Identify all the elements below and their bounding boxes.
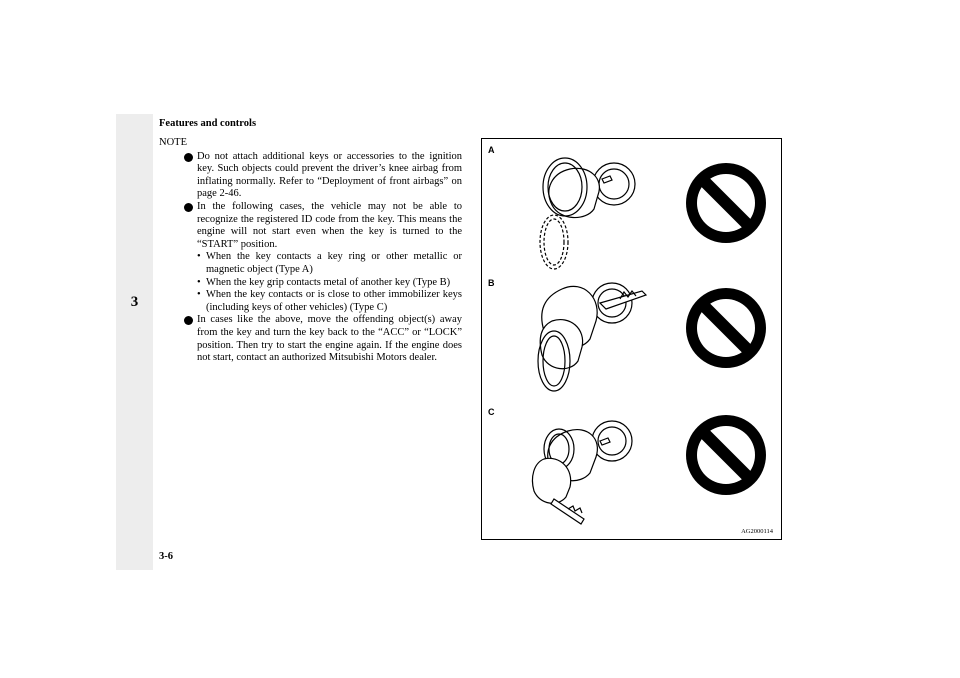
sub-bullet-icon: • [197,251,201,263]
key-ring-icon [540,158,635,269]
sub-item-text: When the key grip contacts metal of another key (Type B) [206,276,451,288]
note-item-text: In the following cases, the vehicle may not be able to recognize the registered ID code from the key. This means the engine will not start even when the key is turned to the “START” position. [197,200,462,250]
figure-label-c: C [488,407,495,417]
note-heading: NOTE [159,137,187,148]
bullet-icon [184,153,193,162]
chapter-tab [116,114,153,570]
ignition-key-icon [538,283,646,391]
key-interference-figure [481,138,782,540]
note-item [159,314,462,364]
chapter-number: 3 [130,294,139,310]
bullet-icon [184,316,193,325]
section-title: Features and controls [159,118,257,129]
note-item [159,151,462,201]
sub-bullet-icon: • [197,289,201,301]
note-item-text: In cases like the above, move the offending object(s) away from the key and turn the key back to the “ACC” or “LOCK” position. Then try to start the engine again. If the engine does not start, contact an authorized Mitsubishi Motors dealer. [197,314,462,364]
note-item [159,201,462,314]
note-item-text: Do not attach additional keys or accessories to the ignition key. Such objects could prevent the driver’s knee airbag from inflating normally. Refer to “Deployment of front airbags” on page 2-46. [197,150,462,200]
figure-label-a: A [488,145,495,155]
prohibited-icon [686,288,766,368]
sub-item-text: When the key contacts or is close to other immobilizer keys (including keys of other vehicles) (Type C) [206,289,462,313]
figure-label-b: B [488,278,495,288]
sub-bullet-icon: • [197,276,201,288]
figure-code: AG2000114 [741,528,773,535]
prohibited-icon [686,415,766,495]
figure-illustration [482,139,781,539]
sub-item [197,277,462,290]
page-number: 3-6 [159,551,173,562]
note-block [159,137,462,365]
prohibited-icon [686,163,766,243]
sub-item [197,251,462,276]
sub-item [197,289,462,314]
bullet-icon [184,203,193,212]
ignition-key-icon [532,421,632,524]
sub-item-text: When the key contacts a key ring or other metallic or magnetic object (Type A) [206,251,462,275]
